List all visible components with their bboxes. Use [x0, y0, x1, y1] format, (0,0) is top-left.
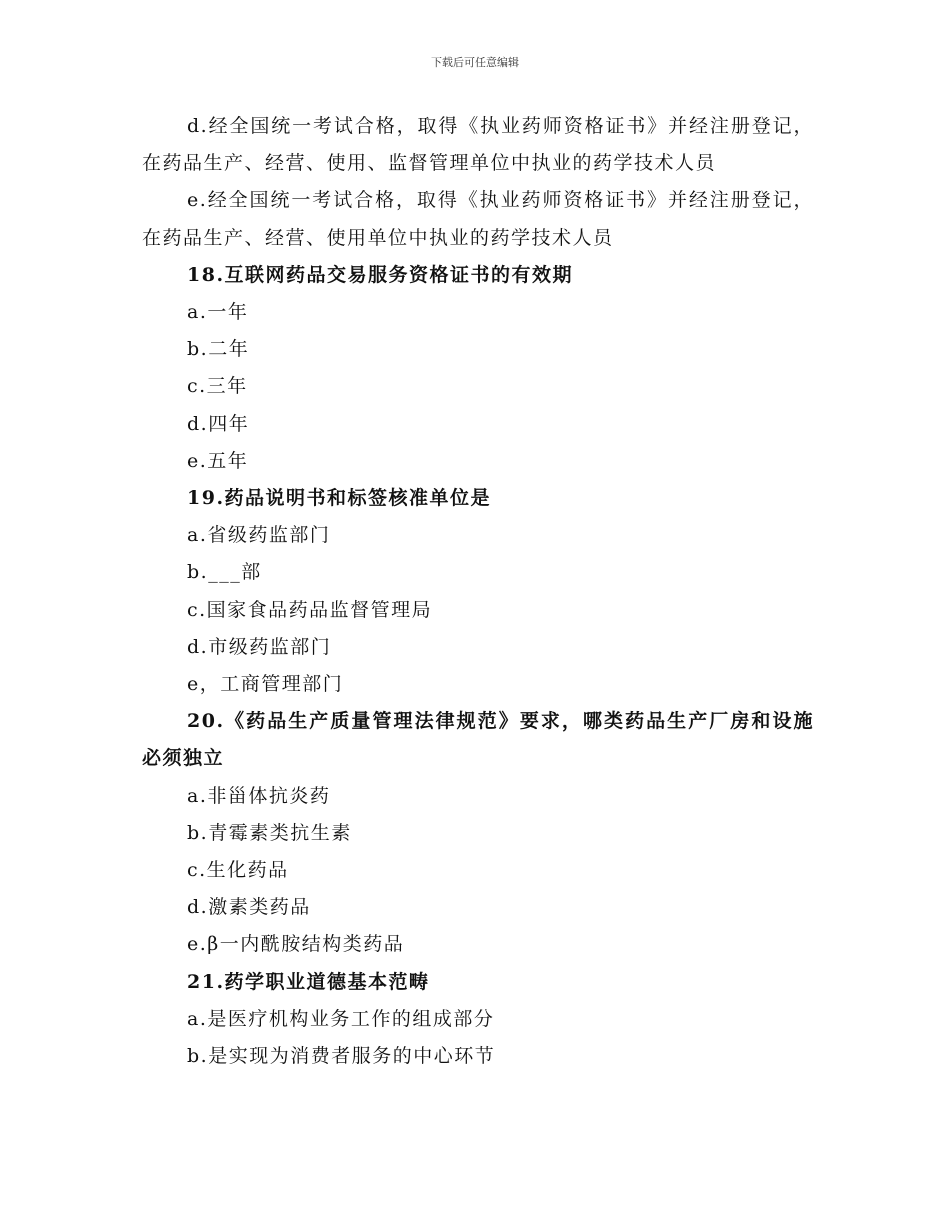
question-21-title: 21.药学职业道德基本范畴	[187, 970, 430, 993]
question-20-option-e: e.β一内酰胺结构类药品	[187, 933, 405, 956]
question-18-option-b: b.二年	[187, 338, 250, 361]
question-18-title: 18.互联网药品交易服务资格证书的有效期	[187, 263, 574, 286]
question-19-option-a: a.省级药监部门	[187, 524, 331, 547]
document-body	[142, 108, 814, 1075]
question-20-option-a: a.非甾体抗炎药	[187, 784, 331, 807]
page-header: 下载后可任意编辑	[431, 56, 519, 69]
question-20-option-c: c.生化药品	[187, 859, 289, 882]
question-21-option-b: b.是实现为消费者服务的中心环节	[187, 1045, 496, 1068]
continuation-option-d: d.经全国统一考试合格，取得《执业药师资格证书》并经注册登记，在药品生产、经营、使用、监督管理单位中执业的药学技术人员	[142, 115, 814, 175]
question-19-option-d: d.市级药监部门	[187, 635, 332, 658]
question-20-option-b: b.青霉素类抗生素	[187, 821, 352, 844]
question-19-title: 19.药品说明书和标签核准单位是	[187, 487, 492, 510]
question-19-option-b: b.___部	[187, 561, 262, 584]
question-20-title: 20.《药品生产质量管理法律规范》要求，哪类药品生产厂房和设施必须独立	[142, 710, 814, 770]
question-20-option-d: d.激素类药品	[187, 896, 311, 919]
continuation-option-e: e.经全国统一考试合格，取得《执业药师资格证书》并经注册登记，在药品生产、经营、使用单位中执业的药学技术人员	[142, 189, 814, 249]
question-21-option-a: a.是医疗机构业务工作的组成部分	[187, 1007, 495, 1030]
question-18-option-c: c.三年	[187, 375, 248, 398]
question-19-option-c: c.国家食品药品监督管理局	[187, 598, 433, 621]
question-18-option-e: e.五年	[187, 449, 249, 472]
question-18-option-a: a.一年	[187, 301, 249, 324]
question-19-option-e: e，工商管理部门	[187, 673, 344, 696]
question-18-option-d: d.四年	[187, 412, 250, 435]
